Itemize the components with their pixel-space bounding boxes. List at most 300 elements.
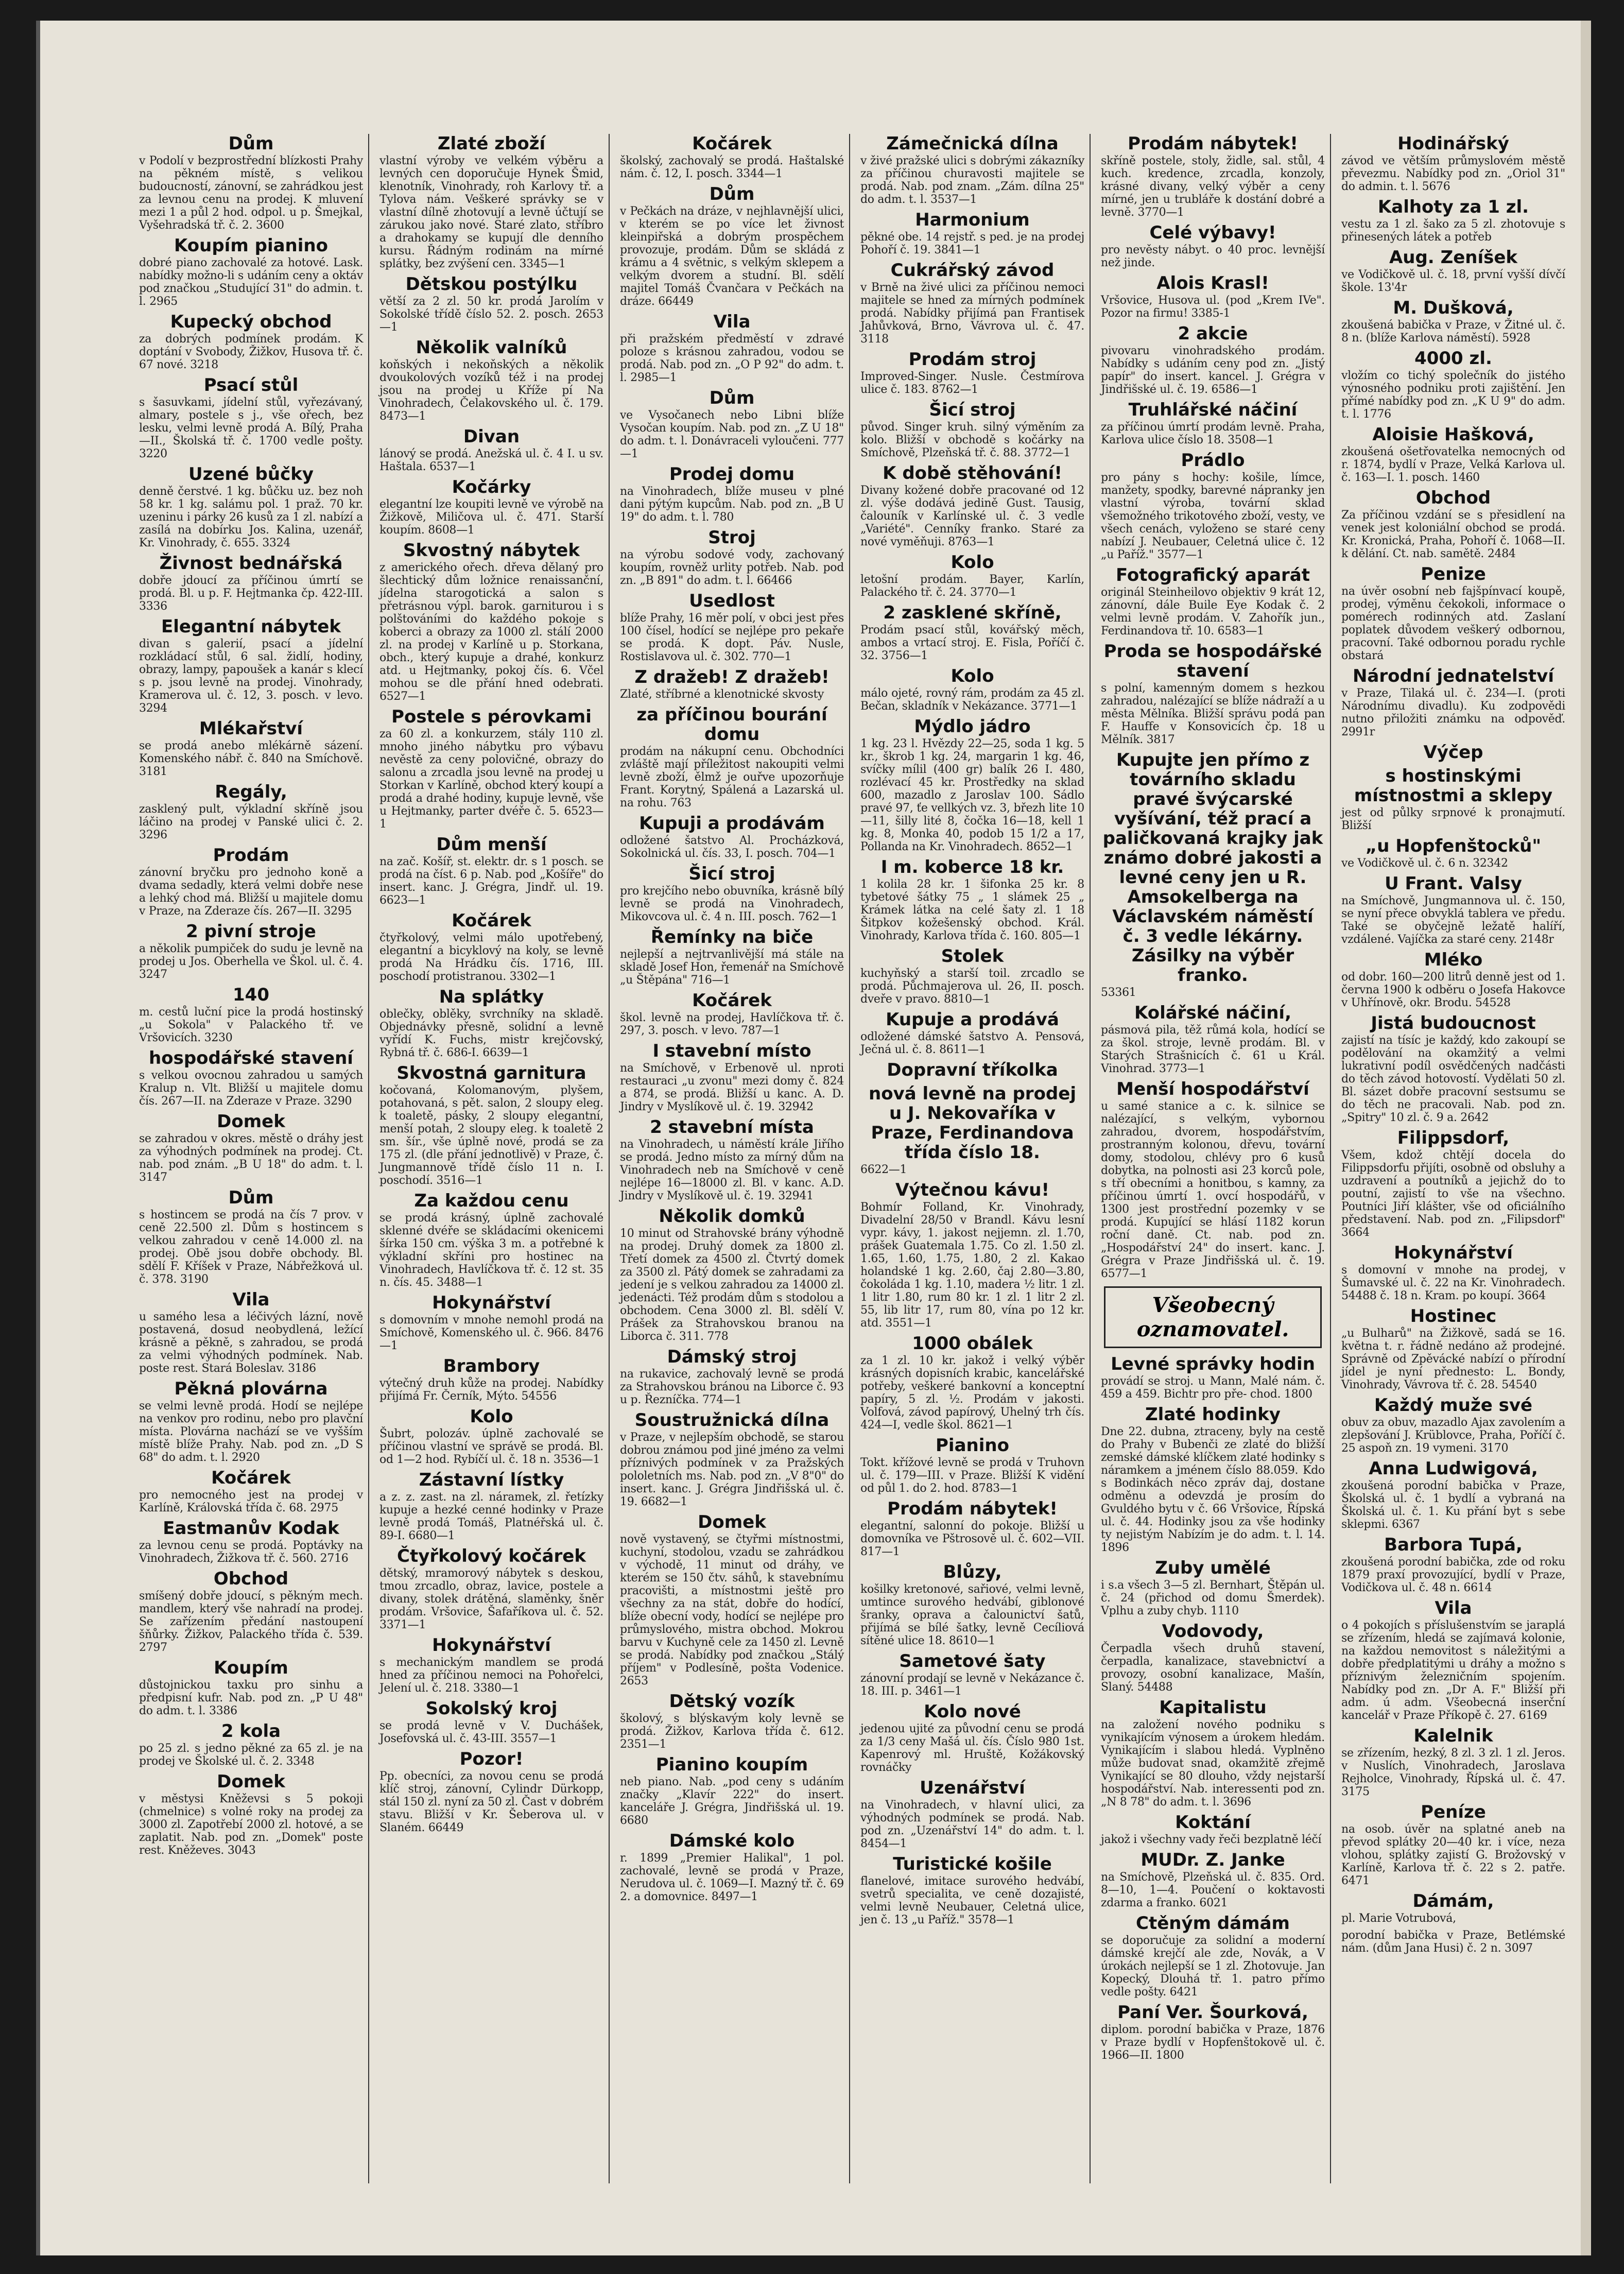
- ad-heading: 2 zasklené skříně,: [883, 602, 1062, 623]
- classified-ad: [620, 528, 844, 587]
- classified-ad: [379, 338, 603, 423]
- classified-ad: [860, 1060, 1084, 1080]
- classified-ad: [1101, 1622, 1325, 1694]
- ad-body: r. 1899 „Premier Halikal", 1 pol. zachovalé, levně se prodá v Praze, Nerudova ul. č. 1069—I. Mazný tř. č. 69 2. a domovnice. 8497—1: [620, 1852, 844, 1903]
- ad-body: na osob. úvěr na splatné aneb na převod splátky 20—40 kr. i více, neza vlohou, splátky zajistí G. Brožovský v Karlíně, Karlova tř. č. 22 s 2. patře. 6471: [1341, 1823, 1565, 1887]
- ad-body: na Smíchově, Plzeňská ul. č. 835. Ord. 8—10, 1—4. Poučení o koktavosti zdarma a franko. 6021: [1101, 1871, 1325, 1909]
- ad-heading: 2 kola: [221, 1721, 281, 1742]
- classified-ad: [1101, 565, 1325, 638]
- classified-ad: [139, 1379, 363, 1464]
- ad-heading: Několik valníků: [416, 337, 567, 358]
- classified-ad: [139, 1048, 363, 1108]
- ad-heading: Pianino: [936, 1435, 1009, 1456]
- classified-ad: [1101, 223, 1325, 269]
- classified-ad: [1341, 1013, 1565, 1124]
- classified-ad: [1101, 451, 1325, 561]
- ad-heading: Stolek: [941, 946, 1004, 967]
- classified-ad: [1101, 750, 1325, 999]
- ad-heading: Pozor!: [459, 1749, 524, 1769]
- ad-body: Prodám psací stůl, kovářský měch, ambos a vrtací stroj. E. Fisla, Poříčí č. 32. 3756—1: [860, 624, 1084, 662]
- classified-ad: [860, 717, 1084, 853]
- ad-heading: Kolo: [951, 552, 994, 573]
- classified-ad: [1101, 1405, 1325, 1554]
- ad-heading: Soustružnická dílna: [634, 1410, 830, 1431]
- ad-heading: 2 stavební místa: [650, 1117, 814, 1138]
- classified-ad: [139, 1188, 363, 1286]
- ad-body: ve Vodičkově ul. č. 18, první vyšší dívčí škole. 13'4r: [1341, 268, 1565, 294]
- ad-body: s velkou ovocnou zahradou u samých Kralup n. Vlt. Bližší u majitele domu čís. 267—II. na Zderaze v Praze. 3290: [139, 1069, 363, 1108]
- ad-heading: Dům menší: [436, 834, 547, 855]
- ad-body: v Praze, v nejlepším obchodě, se starou dobrou známou pod jiné jméno za velmi příznivých podmínek v za Pražských pololetních ms. Nab. pod zn. „V 8"0" do insert. kanc. J. Grégra Jindřišská ul. č. 19. 6682—1: [620, 1431, 844, 1508]
- classified-ad: [379, 134, 603, 270]
- classified-ad: [1101, 1286, 1325, 1348]
- ad-body: Vršovice, Husova ul. (pod „Krem IVe". Pozor na firmu! 3385-1: [1101, 294, 1325, 320]
- classified-ad: [139, 1772, 363, 1857]
- ad-body: na Vinohradech, blíže museu v plné dani pýtým kupcům. Nab. pod zn. „B U 19" do adm. t. l. 780: [620, 485, 844, 524]
- ad-body: čtyřkolový, velmi málo upotřebený, elegantní a bicyklový na koly, se levně prodá Na Hrádku čís. 1716, III. poschodí protistranou. 3302—1: [379, 932, 603, 983]
- classified-ad: [139, 1721, 363, 1768]
- classified-ad: [379, 427, 603, 473]
- ad-heading: Usedlost: [689, 591, 775, 611]
- ad-heading: Kupuje a prodává: [886, 1009, 1059, 1030]
- ad-body: 1 kolila 28 kr. 1 šifonka 25 kr. 8 tybetové šátky 75 „ 1 slámek 25 „ Krámek látka na celé šaty zl. 1 18 Šitpkov kožešenský obchod. Král. Vinohrady, Karlova třída č. 160. 805—1: [860, 878, 1084, 942]
- ad-body: Bohmír Folland, Kr. Vinohrady, Divadelní 28/50 v Brandl. Kávu lesní vypr. kávy, 1. jakost nejjemn. zl. 1.70, prášek Guatemala 1.75. Co zl. 1.50 zl. 1.65, 1.60, 1.75, 1.80, 2 zl. Kakao holandské 1 kg. 2.60, čaj 2.80—3.80, čokoláda 1 kg. 1.10, madera ½ litr. 1 zl. 1 litr 1.80, rum 80 kr. 1 zl. 1 litr 2 zl. 55, lib litr 17, rum 80, vína po 12 kr. atd. 3551—1: [860, 1201, 1084, 1330]
- classified-ad: [379, 1699, 603, 1745]
- ad-heading: Kočárek: [452, 910, 531, 931]
- ad-heading: 4000 zl.: [1414, 348, 1492, 369]
- ad-body: originál Steinheilovo objektiv 9 krát 12, zánovní, dále Buile Eye Kodak č. 2 velmi levně prodám. V. Zahořík jun., Ferdinandova tř. 10. 6583—1: [1101, 586, 1325, 638]
- ad-body: zkoušená babička v Praze, v Žitné ul. č. 8 n. (blíže Karlova náměstí). 5928: [1341, 319, 1565, 344]
- ad-body: „u Bulharů" na Žižkově, sadá se 16. května t. r. řádně nedáno až prodejné. Správně od Zpěvácké nabízí o přírodní jídel je nyní přednesto: L. Bondy, Vinohrady, Vávrova tř. č. 28. 54540: [1341, 1327, 1565, 1391]
- ad-body: pro pány s hochy: košile, límce, manžety, spodky, barevné nápranky jen vlastní výroba, tovární sklad všemožného trikotového zboží, vesty, ve všech cenách, vyloženo se staré ceny nabízí J. Neubauer, Celetná ulice č. 12 „u Paříž." 3577—1: [1101, 471, 1325, 561]
- ad-heading: nová levně na prodej u J. Nekovaříka v Praze, Ferdinandova třída číslo 18.: [869, 1083, 1076, 1163]
- ad-body: pro nevěsty nábyt. o 40 proc. levnější než jinde.: [1101, 244, 1325, 269]
- ad-heading: Prodám: [213, 845, 289, 866]
- ad-body: s domovním v mnohe nemohl prodá na Smíchově, Komenského ul. č. 966. 8476—1: [379, 1314, 603, 1352]
- classified-ad: [1101, 1558, 1325, 1617]
- ad-heading: Vila: [1435, 1598, 1472, 1618]
- ad-heading: Živnost bednářská: [159, 553, 343, 574]
- classified-ad: [860, 1702, 1084, 1774]
- classified-ad: [860, 1436, 1084, 1495]
- ad-body: v Brně na živé ulici za příčinou nemoci majitele se hned za mírných podmínek prodá. Nabídky přijímá pan Frantisek Jahůvková, Brno, Vávrova ul. č. 47. 3118: [860, 281, 1084, 346]
- classified-ad: [139, 617, 363, 715]
- ad-heading: Elegantní nábytek: [161, 616, 341, 637]
- ad-body: pásmová pila, těž růmá kola, hodící se za škol. stroje, levně prodám. Bl. v Starých Strašnicích č. 61 u Král. Vinohrad. 3773—1: [1101, 1024, 1325, 1075]
- classified-ad: [620, 667, 844, 701]
- ad-heading: U Frant. Valsy: [1385, 873, 1522, 894]
- ad-heading: M. Dušková,: [1393, 298, 1514, 318]
- ad-heading: Kočárek: [692, 134, 772, 154]
- ad-body: zasklený pult, výkladní skříně jsou láčino na prodej v Panské ulici č. 2. 3296: [139, 803, 363, 841]
- ad-heading: Levné správky hodin: [1111, 1354, 1315, 1374]
- classified-ad: [379, 1470, 603, 1542]
- ad-heading: Dům: [228, 1187, 274, 1208]
- ad-body: na založení nového podniku s vynikajícím výnosem a úrokem hledám. Vynikajícím i slabou hledá. Vyplněno může budovat snad, okamžitě zřejmě Vynikající se 80 dlouho, vždy nejstarší hospodářství. Nab. interessenti pod zn. „N 8 78" do adm. t. l. 3696: [1101, 1718, 1325, 1808]
- ad-heading: Anna Ludwigová,: [1369, 1458, 1538, 1479]
- classified-ad: [860, 857, 1084, 942]
- ad-body: u samého lesa a léčivých lázní, nově postavená, dosud neobydlená, ležící krásně a pěkně, s zahradou, se prodá za velmi výhodných podmínek. Nab. poste rest. Stará Boleslav. 3186: [139, 1311, 363, 1375]
- classified-ad: [379, 1063, 603, 1187]
- ad-heading: Zlaté zboží: [437, 134, 546, 154]
- classified-columns: [134, 134, 1570, 2183]
- ad-body: na úvěr osobní neb fajšpínvací koupě, prodej, výměnu čekokoli, informace o pomérech rodinných atd. Zaslaní poplatek důvodem veškerý odbornou, pracovní. Také odbornou poradu rychle obstará: [1341, 585, 1565, 662]
- classified-ad: [139, 1468, 363, 1514]
- ad-heading: Uzenářství: [920, 1778, 1025, 1798]
- classified-ad: [1101, 273, 1325, 320]
- ad-heading: Stroj: [708, 527, 756, 548]
- ad-heading: Domek: [217, 1111, 285, 1132]
- ad-heading: Sametové šaty: [899, 1651, 1046, 1672]
- ad-heading: Prodej domu: [669, 464, 795, 485]
- classified-ad: [1341, 425, 1565, 484]
- ad-heading: Zlaté hodinky: [1145, 1404, 1281, 1425]
- ad-heading: Dětský vozík: [669, 1691, 795, 1712]
- ad-heading: Na splátky: [439, 987, 544, 1007]
- classified-ad: [620, 1347, 844, 1406]
- classified-ad: [1101, 1698, 1325, 1808]
- ad-heading: Šicí stroj: [688, 864, 775, 884]
- ad-body: obuv za obuv, mazadlo Ajax zavolením a zlepšování J. Krüblovce, Praha, Poříčí č. 25 aspoň zn. 19 vymeni. 3170: [1341, 1416, 1565, 1455]
- ad-body: jakož i všechny vady řeči bezplatně léčí: [1101, 1833, 1322, 1846]
- classified-ad: [1341, 950, 1565, 1009]
- classified-ad: [139, 922, 363, 981]
- classified-ad: [139, 554, 363, 613]
- classified-ad: [620, 1512, 844, 1687]
- ad-body: Divany kožené dobře pracované od 12 zl. výše dodává jedině Gust. Tausig, čalouník v Karlínské ul. č. 3 vedle „Variété". Cenníky franko. Staré za nové vyměňuji. 8763—1: [860, 484, 1084, 548]
- ad-body: zkoušená porodní babička v Praze, Školská ul. č. 1 bydlí a vybraná na Školská ul. č. 1. Ku přání byt s sebe sklepmi. 6367: [1341, 1479, 1565, 1531]
- classified-ad: [379, 1293, 603, 1352]
- classified-ad: [860, 603, 1084, 662]
- ad-body: a několik pumpiček do sudu je levně na prodej u Jos. Oberhella ve Škol. ul. č. 4. 3247: [139, 942, 363, 981]
- ad-heading: Koupím pianino: [174, 235, 328, 256]
- ad-heading: Čtyřkolový kočárek: [397, 1546, 586, 1566]
- ad-heading: Domek: [217, 1771, 285, 1792]
- ad-body: dobré piano zachovalé za hotové. Lask. nabídky možno-li s udáním ceny a oktáv pod značkou „Studující 31" do admin. t. l. 2965: [139, 256, 363, 308]
- ad-heading: Turistické košile: [893, 1854, 1052, 1874]
- ad-heading: Hodinářský: [1397, 134, 1509, 154]
- classified-ad: [1341, 1396, 1565, 1455]
- classified-ad: [1341, 488, 1565, 560]
- classified-ad: [139, 846, 363, 918]
- classified-ad: [860, 1854, 1084, 1926]
- classified-ad: [379, 1749, 603, 1834]
- classified-ad: [1341, 1726, 1565, 1798]
- classified-ad: [1341, 349, 1565, 421]
- ad-body: původ. Singer kruh. silný výměním za kolo. Bližší v obchodě s kočárky na Smíchově, Plzeňská tř. č. 88. 3772—1: [860, 421, 1084, 459]
- classified-ad: [1101, 1813, 1325, 1846]
- ad-heading: Kapitalistu: [1159, 1697, 1267, 1718]
- ad-heading: Národní jednatelství: [1352, 666, 1554, 686]
- classified-ad: [620, 1117, 844, 1202]
- column-2: [374, 134, 610, 2183]
- ad-heading: Paní Ver. Šourková,: [1117, 2002, 1308, 2023]
- ad-heading: Dům: [709, 388, 755, 408]
- classified-ad: [860, 134, 1084, 206]
- classified-ad: [1341, 666, 1565, 738]
- ad-heading: Blůzy,: [943, 1562, 1002, 1582]
- classified-ad: [1341, 874, 1565, 946]
- ad-body: provádí se stroj. u Mann, Malé nám. č. 459 a 459. Bichtr pro pře- chod. 1800: [1101, 1375, 1325, 1401]
- classified-ad: [620, 464, 844, 524]
- ad-heading: I stavební místo: [652, 1041, 811, 1061]
- classified-ad: [139, 782, 363, 841]
- page-right-edge: [1581, 21, 1591, 2255]
- classified-ad: [620, 1831, 844, 1903]
- ad-heading: Pianino koupím: [655, 1754, 808, 1775]
- ad-heading: Každý muže své: [1374, 1395, 1533, 1416]
- ad-heading: Kolo nové: [924, 1701, 1021, 1722]
- ad-body: letošní prodám. Bayer, Karlín, Palackého tř. č. 24. 3770—1: [860, 573, 1084, 599]
- ad-body: vestu za 1 zl. šako za 5 zl. zhotovuje s přinesených látek a potřeb: [1341, 218, 1565, 244]
- ad-heading: Divan: [463, 426, 520, 447]
- ad-body: Tokt. křížové levně se prodá v Truhovn ul. č. 179—III. v Praze. Bližší K vidění od půl 1. do 2. hod. 8783—1: [860, 1456, 1084, 1495]
- ad-body: oblečky, oblěky, svrchníky na skladě. Objednávky přesně, solidní a levně vyřídí K. Fuchs, mistr krejčovský, Rybná tř. č. 686-I. 6639—1: [379, 1008, 603, 1059]
- ad-heading: Aug. Zeníšek: [1389, 247, 1518, 268]
- ad-body: se prodá anebo mlékárně sázení. Komenského nábř. č. 840 na Smíchově. 3181: [139, 739, 363, 778]
- ad-body: nejlepší a nejtrvanlivější má stále na skladě Josef Hon, řemenář na Smíchově „u Štěpána" 716—1: [620, 948, 844, 987]
- classified-ad: [860, 1499, 1084, 1558]
- ad-body: dobře jdoucí za příčinou úmrtí se prodá. Bl. u p. F. Hejtmanka čp. 422-III. 3336: [139, 574, 363, 613]
- classified-ad: [620, 312, 844, 384]
- ad-body: v Pečkách na dráze, v nejhlavnější ulici, v kterém se po více let živnost kleinpiřská a dobrým prospěchem provozuje, prodám. Dům se skládá z krámu a 4 světnic, s velkým sklepem a velkým dvorem a studní. Bl. sdělí majitel Tomáš Čvančara v Pečkách na dráze. 66449: [620, 205, 844, 308]
- ad-body: 10 minut od Strahovské brány výhodně na prodej. Druhý domek za 1800 zl. Třetí domek za 4500 zl. Čtvrtý domek za 3500 zl. Pátý domek se zahradami za jedení je s velkou zahradou za 14000 zl. jedenácti. Též prodám dům s stodolou a obchodem. Cena 3000 zl. Bl. sdělí V. Prášek za Strahovskou branou na Liborca č. 311. 778: [620, 1227, 844, 1343]
- ad-heading: Vodovody,: [1162, 1621, 1264, 1642]
- column-3: [615, 134, 850, 2183]
- classified-ad: [139, 985, 363, 1044]
- ad-body: školský, zachovalý se prodá. Haštalské nám. č. 12, I. posch. 3344—1: [620, 154, 844, 180]
- classified-ad: [139, 375, 363, 460]
- classified-ad: [860, 1334, 1084, 1432]
- ad-heading: 1000 obálek: [912, 1333, 1033, 1354]
- classified-ad: [620, 184, 844, 308]
- section-banner: Všeobecný oznamovatel.: [1104, 1286, 1322, 1348]
- ad-body: o 4 pokojích s příslušenstvím se jaraplá se zřízením, hledá se zajímavá kolonie, na každou nemovitost s náležitými a dobře předplatitými u dráhy a možno s příznivým železničním spojením. Nabídky pod zn. „Dr A. F." Bližší při adm. ú adm. Všeobecná inserční kancelář v Praze Příkopě č. 27. 6169: [1341, 1619, 1565, 1722]
- classified-ad: [620, 1207, 844, 1343]
- classified-ad: [1341, 1802, 1565, 1887]
- ad-heading: Mléko: [1424, 950, 1483, 970]
- ad-heading: Dopravní tříkolka: [887, 1060, 1058, 1080]
- classified-ad: [139, 236, 363, 308]
- ad-heading: Uzené bůčky: [188, 464, 314, 485]
- ad-body: s domovní v mnohe na prodej, v Šumavské ul. č. 22 na Kr. Vinohradech. 54488 č. 18 n. Kram. po koupí. 3664: [1341, 1264, 1565, 1302]
- ad-body: kočovaná, Kolomanovým, plyšem, potahovaná, s pět. salon, 2 sloupy eleg. k toaletě, pásky, 2 sloupy elegantní, menší potah, 2 sloupy eleg. k toaletě 2 sm. šír., vše úplně nové, prodá se za 175 zl. (dle přání jednotlivě) v Praze, č. Jungmannově třídě číslo 11 n. I. poschodí. 3516—1: [379, 1084, 603, 1187]
- ad-body: po 25 zl. s jedno pěkné za 65 zl. je na prodej ve Školské ul. č. 2. 3348: [139, 1742, 363, 1768]
- ad-heading: za příčinou bourání domu: [636, 704, 827, 745]
- classified-ad: [1341, 298, 1565, 344]
- ad-heading: 2 pivní stroje: [186, 921, 316, 942]
- classified-ad: [620, 1410, 844, 1508]
- classified-ad: [379, 541, 603, 703]
- classified-ad: [860, 666, 1084, 713]
- ad-body: Čerpadla všech druhů stavení, čerpadla, kanalizace, stavebnictví a provozy, osobní kanalizace, Mašín, Slaný. 54488: [1101, 1642, 1325, 1694]
- classified-ad: [620, 927, 844, 987]
- ad-body: ve Vodičkově ul. č. 6 n. 32342: [1341, 857, 1508, 870]
- ad-body: zajistí na tísíc je každý, kdo zakoupí se podělování na okamžitý a velmi lukrativní podíl osvědčených nadčásti do těch závod hotovostí. Vydělati 50 zl. Bl. sázet dobře pracovní sestsumu se do těch ne pracovali. Nab. pod zn. „Spitry" 10 zl. č. 9 a. 2642: [1341, 1034, 1565, 1124]
- ad-body: pivovaru vinohradského prodám. Nabídky s udáním ceny pod zn. „Jistý papír" do insert. kancel. J. Grégra v Jindřišské ul. č. 19. 6586—1: [1101, 344, 1325, 396]
- classified-ad: [1341, 1535, 1565, 1594]
- classified-ad: [1341, 1598, 1565, 1722]
- ad-heading: Barbora Tupá,: [1384, 1535, 1523, 1555]
- ad-heading: Koupím: [214, 1658, 288, 1678]
- ad-body: m. cestů luční pice la prodá hostinský „u Sokola" v Palackého tř. ve Vršovicích. 3230: [139, 1006, 363, 1044]
- ad-heading: Dámám,: [1412, 1891, 1494, 1911]
- classified-ad: [1341, 766, 1565, 832]
- ad-heading: Dámské kolo: [669, 1831, 795, 1851]
- classified-ad: [860, 350, 1084, 396]
- ad-body: v Praze, Tilaká ul. č. 234—I. (proti Národnímu divadlu). Ku zodpovědi nutno přiložiti známku na odpověď. 2991r: [1341, 687, 1565, 738]
- classified-ad: [1101, 1003, 1325, 1075]
- ad-body: se prodá krásný, úplně zachovalé sklenné dvéře se skládacími okenicemi šírka 150 cm. výška 3 m. a potřebné k výkladní skříni pro hostinec na Vinohradech, Havlíčkova tř. č. 12 st. 35 n. čís. 45. 3488—1: [379, 1212, 603, 1289]
- classified-ad: [620, 388, 844, 460]
- ad-heading: Skvostný nábytek: [403, 540, 580, 561]
- classified-ad: [139, 312, 363, 371]
- classified-ad: [139, 1519, 363, 1565]
- ad-heading: Za každou cenu: [414, 1191, 569, 1211]
- classified-ad: [620, 591, 844, 663]
- ad-body: výtečný druh kůže na prodej. Nabídky přijímá Fr. Černík, Mýto. 54556: [379, 1377, 603, 1403]
- ad-heading: s hostinskými místnostmi a sklepy: [1354, 766, 1553, 806]
- classified-ad: [620, 134, 844, 180]
- ad-heading: hospodářské stavení: [149, 1048, 353, 1069]
- ad-heading: Kupuji a prodávám: [639, 813, 825, 834]
- ad-body: z amerického ořech. dřeva dělaný pro šlechtický dům ložnice renaissanční, jídelna starogotická a salon s přetrásnou výpl. barok. garniturou i s polštováními do každého pokoje s koberci a obrazy za 1000 zl. stálí 2000 zl. na prodej v Karlíně u p. Storkana, obch., který kupuje a drahé, konkurz atd. u Hejtmanky, pokoj čís. 6. Včel mohou se dle přání hned odebrati. 6527—1: [379, 561, 603, 703]
- classified-ad: [379, 1407, 603, 1466]
- ad-body: v městysi Kněževsi s 5 pokoji (chmelnice) s volné roky na prodej za 3000 zl. Zapotřebí 2000 zl. hotové, a se zaplatit. Nab. pod zn. „Domek" poste rest. Kněževes. 3043: [139, 1793, 363, 1857]
- ad-heading: Domek: [698, 1512, 766, 1532]
- classified-ad: [379, 1546, 603, 1631]
- ad-body: vlastní výroby ve velkém výběru a levných cen doporučuje Hynek Šmid, klenotník, Vinohrady, roh Karlovy tř. a Tylova nám. Veškeré správky se v vlastní dílně zhotovují a levně účtují se zárukou jako nové. Staré zlato, stříbro a drahokamy se kupují dle denního kursu. Řádným rodinám na mírné splátky, bez zvýšení cen. 3345—1: [379, 154, 603, 270]
- column-1: [134, 134, 369, 2183]
- ad-heading: Kalhoty za 1 zl.: [1377, 197, 1529, 217]
- ad-body: na zač. Košíř, st. elektr. dr. s 1 posch. se prodá na číst. 6 p. Nab. pod „Košíře" do insert. kanc. J. Grégra, Jindř. ul. 19. 6623—1: [379, 855, 603, 907]
- ad-body: na rukavice, zachovalý levně se prodá za Strahovskou bránou na Liborce č. 93 u p. Řezníčka. 774—1: [620, 1368, 844, 1406]
- classified-ad: [860, 1778, 1084, 1850]
- classified-ad: [860, 1010, 1084, 1056]
- ad-heading: Řemínky na biče: [650, 927, 814, 948]
- ad-body: a z. z. zast. na zl. náramek, zl. řetízky kupuje a hezké cenné hodinky v Praze levně prodá Tomáš, Platnéřská ul. č. 89-I. 6680—1: [379, 1491, 603, 1542]
- ad-heading: Výčep: [1423, 742, 1483, 763]
- ad-body: u samé stanice a c. k. silnice se nalézající, s velkým, vybornou zahradou, dvorem, hospodářstvím, prostranným kolonou, dřevu, tovární domy, stodolou, chlévy pro 6 kusů dobytka, na polnosti asi 23 korců pole, s tří obecními a honitbou, s kamny, za příčinou úmrtí 1. ovcí hospodářů, v 1300 jest prostřední pozemky v se prodá. Kupující se hlásí 1182 korun roční daně. Ct. nab. pod zn. „Hospodářství 24" do insert. kanc. J. Grégra v Praze Jindřišská ul. č. 19. 6577—1: [1101, 1100, 1325, 1280]
- ad-body: elegantní lze koupiti levně ve výrobě na Žižkově, Miličova ul. č. 471. Starší koupím. 8608—1: [379, 498, 603, 537]
- ad-body: zánovní prodají se levně v Nekázance č. 18. III. p. 3461—1: [860, 1672, 1084, 1698]
- ad-body: neb piano. Nab. „pod ceny s udáním značky „Klavír 222" do insert. kanceláře J. Grégra, Jindřišská ul. 19. 6680: [620, 1776, 844, 1827]
- ad-body: se zahradou v okres. městě o dráhy jest za výhodných podmínek na prodej. Ct. nab. pod znám. „B U 18" do adm. t. l. 3147: [139, 1132, 363, 1184]
- ad-body: na Smíchově, v Erbenově ul. nproti restauraci „u zvonu" mezi domy č. 824 a 874, se prodá. Bližší u kanc. A. D. Jindry v Myslíkově ul. č. 19. 32942: [620, 1062, 844, 1113]
- ad-heading: „u Hopfenštocků": [1365, 836, 1542, 856]
- classified-ad: [1101, 1850, 1325, 1909]
- ad-body: na výrobu sodové vody, zachovaný koupím, rovněž urlity potřeb. Nab. pod zn. „B 891" do adm. t. l. 66466: [620, 548, 844, 587]
- ad-body: důstojnickou taxku pro sinhu a předpisní kufr. Nab. pod zn. „P U 48" do adm. t. l. 3386: [139, 1679, 363, 1717]
- ad-body: odložené šatstvo Al. Procházková, Sokolnická ul. čís. 33, I. posch. 704—1: [620, 834, 844, 860]
- classified-ad: [860, 463, 1084, 548]
- ad-heading: Menší hospodářství: [1116, 1079, 1309, 1099]
- classified-ad: [860, 1084, 1084, 1176]
- ad-body: školový, s blýskavým koly levně se prodá. Žižkov, Karlova třída č. 612. 2351—1: [620, 1712, 844, 1751]
- classified-ad: [620, 814, 844, 860]
- ad-heading: Několik domků: [659, 1206, 805, 1227]
- ad-body: koňských i nekoňských a několik dvoukolových vozíků též i na prodej jsou na prodej u Kříže pí Na Vinohradech, Čelakovského ul. č. 179. 8473—1: [379, 358, 603, 423]
- ad-body: pěkné obe. 14 rejstř. s ped. je na prodej Pohoří č. 19. 3841—1: [860, 231, 1084, 256]
- ad-heading: Kolářské náčiní,: [1134, 1003, 1292, 1023]
- ad-body: blíže Prahy, 16 měr polí, v obci jest přes 100 čísel, hodící se nejlépe pro pekaře se prodá. K dopt. Páv. Nusle, Rostislavova ul. č. 302. 770—1: [620, 612, 844, 663]
- classified-ad: [1341, 248, 1565, 294]
- ad-heading: Kočárky: [452, 477, 531, 497]
- ad-heading: Eastmanův Kodak: [163, 1518, 339, 1539]
- ad-heading: 140: [233, 985, 269, 1005]
- classified-ad: [1341, 743, 1565, 762]
- classified-ad: [620, 1692, 844, 1751]
- ad-heading: Truhlářské náčiní: [1128, 400, 1298, 420]
- classified-ad: [139, 1569, 363, 1654]
- ad-body: na Vinohradech, v hlavní ulici, za výhodných podmínek se prodá. Nab. pod zn. „Uzenářství 14" do adm. t. l. 8454—1: [860, 1799, 1084, 1850]
- ad-body: s šasuvkami, jídelní stůl, vyřezávaný, almary, postele s j., vše ořech, bez lesku, velmi levně prodá A. Bílý, Praha—II., Školská tř. č. 1700 vedle pošty. 3220: [139, 396, 363, 460]
- ad-heading: Kolo: [470, 1406, 513, 1427]
- classified-ad: [139, 1112, 363, 1184]
- classified-ad: [139, 134, 363, 232]
- ad-heading: Dům: [709, 184, 755, 204]
- ad-body: jedenou ujité za původní cenu se prodá za 1/3 ceny Mašá ul. čís. Číslo 980 1st. Kapenrový ml. Hruště, Kožákovský rovnáčky: [860, 1722, 1084, 1774]
- classified-ad: [1101, 642, 1325, 746]
- ad-heading: Prodám nábytek!: [1128, 134, 1298, 154]
- ad-heading: Obchod: [213, 1569, 289, 1589]
- classified-ad: [620, 1755, 844, 1827]
- classified-ad: [139, 464, 363, 549]
- ad-heading: Hokynářství: [1394, 1243, 1513, 1263]
- ad-heading: Kočárek: [692, 990, 772, 1011]
- ad-heading: I m. koberce 18 kr.: [880, 857, 1064, 877]
- ad-body: škol. levně na prodej, Havlíčkova tř. č. 297, 3. posch. v levo. 787—1: [620, 1011, 844, 1037]
- ad-body: jest od půlky srpnové k pronajmutí. Bližší: [1341, 806, 1565, 832]
- classified-ad: [1101, 134, 1325, 219]
- ad-heading: Kalelnik: [1413, 1726, 1493, 1746]
- ad-body: košilky kretonové, sařiové, velmi levně, umtince surového hedvábí, giblonové šranky, oprava a čalounictví šatů, přijímá se bílé šatky, levně Cecíliová sítěné ulice 18. 8610—1: [860, 1583, 1084, 1647]
- ad-heading: Harmonium: [915, 210, 1030, 230]
- ad-body: ve Vysočanech nebo Libni blíže Vysočan koupím. Nab. pod zn. „Z U 18" do adm. t. l. Donávraceli vyloučeni. 777—1: [620, 409, 844, 460]
- ad-body: se zřízením, hezký, 8 zl. 3 zl. 1 zl. Jeros. v Nuslích, Vinohradech, Jaroslava Rejholce, Vinohrady, Řípská ul. č. 47. 3175: [1341, 1747, 1565, 1798]
- ad-body: divan s galerií, psací a jídelní rozkládací stůl, 6 sal. židlí, hodiny, obrazy, lampy, papoušek a kanár s klecí s p. jsou levně na prodej. Vinohrady, Kramerova ul. č. 12, 3. posch. v levo. 3294: [139, 638, 363, 715]
- ad-body: se doporučuje za solidní a moderní dámské krejčí ale zde, Novák, a V úrokách nejlepší se 1 zl. Zhotovuje. Jan Kopecký, Dlouhá tř. 1. patro přímo vedle pošty. 6421: [1101, 1934, 1325, 1999]
- ad-heading: Mlékařství: [199, 718, 303, 739]
- ad-heading: Šicí stroj: [929, 400, 1016, 420]
- ad-body: Dne 22. dubna, ztraceny, byly na cestě do Prahy v Bubenči ze zlaté do bližší zemské dámské klíčkem zlaté hodinky s náramkem a jménem číslo 88.059. Kdo s Bodinkách něco zpráv daj, dostane odměnu a odevzdá je prosím do Gvuldého bytu v č. 66 Vršovice, Řípská ul. č. 44. Hodinky jsou za vše hodinky ty nejistým Nabízím je do adm. t. l. 14. 1896: [1101, 1425, 1325, 1554]
- classified-ad: [139, 719, 363, 778]
- ad-body: od dobr. 160—200 litrů denně jest od 1. června 1900 k odběru o Josefa Hakovce v Uhřínově, okr. Brodu. 54528: [1341, 971, 1565, 1009]
- ad-heading: Cukrářský závod: [890, 260, 1055, 281]
- ad-body: za 1 zl. 10 kr. jakož i velký výběr krásných dopisních krabic, kancelářské potřeby, veškeré bankovní a konceptní papíry, 5 zl. ½. Prodám v jakosti. Volfová, závod papírový, Uhelný trh čís. 424—I, vedle škol. 8621—1: [860, 1354, 1084, 1432]
- ad-body: v Podolí v bezprostřední blízkosti Prahy na pěkném místě, s velikou budoucností, zánovní, se zahrádkou jest za levnou cenu na prodej. K mluvení mezi 1 a půl 2 hod. odpol. u p. Šmejkal, Vyšehradská tř. č. 2. 3600: [139, 154, 363, 232]
- ad-body: za 60 zl. a konkurzem, stály 110 zl. mnoho jiného nábytku pro výbavu nevěstě za ceny polovičné, obrazy do salonu a zrcadla jsou levně na prodej u Storkan v Karlíně, obchod který koupí a prodá a drahé hodiny, kupuje levně, vše u Hejtmanky, parter dvéře č. 5. 6523—1: [379, 728, 603, 831]
- ad-body: Šubrt, polozáv. úplně zachovalé se příčinou vlastní ve správě se prodá. Bl. od 1—2 hod. Rybíčí ul. č. 18 n. 3536—1: [379, 1427, 603, 1466]
- classified-ad: [1341, 1891, 1565, 1925]
- ad-heading: Jistá budoucnost: [1371, 1013, 1536, 1033]
- ad-heading: Kupujte jen přímo z továrního skladu pravé švýcarské vyšívání, též prací a paličkovaná krajky jak známo dobré jakosti a levné ceny jen u R. Amsokelberga na Václavském náměstí č. 3 vedle lékárny. Zásilky na výběr franko.: [1102, 750, 1323, 986]
- ad-heading: Pěkná plovárna: [174, 1379, 328, 1399]
- ad-heading: 2 akcie: [1178, 323, 1248, 344]
- classified-ad: [1341, 1929, 1565, 1955]
- classified-ad: [1101, 2003, 1325, 2062]
- ad-heading: Postele s pérovkami: [391, 707, 592, 727]
- classified-ad: [1101, 1079, 1325, 1280]
- classified-ad: [860, 210, 1084, 256]
- ad-heading: Prodám nábytek!: [887, 1498, 1058, 1519]
- ad-heading: MUDr. Z. Janke: [1141, 1850, 1285, 1870]
- ad-heading: Kupecký obchod: [170, 312, 332, 332]
- ad-body: Zlaté, stříbrné a klenotnické skvosty: [620, 688, 824, 701]
- ad-body: diplom. porodní babička v Praze, 1876 v Praze bydlí v Hopfenštokově ul. č. 1966—II. 1800: [1101, 2023, 1325, 2062]
- ad-body: dětský, mramorový nábytek s deskou, tmou zrcadlo, obraz, lavice, postele a divany, stolek drátěná, slaměnky, šněr prodám. Vršovice, Šafaříkova ul. č. 52. 3371—1: [379, 1567, 603, 1631]
- classified-ad: [1341, 1128, 1565, 1239]
